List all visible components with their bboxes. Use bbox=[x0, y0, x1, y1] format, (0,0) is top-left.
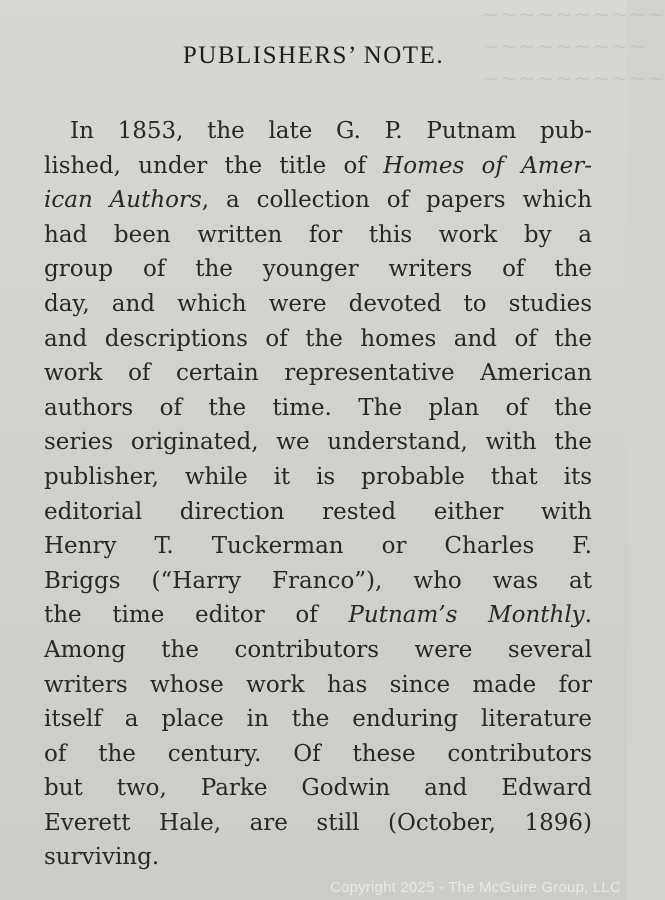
publishers-note-paragraph bbox=[44, 114, 592, 875]
text-line: In 1853, the late G. P. Putnam pub- bbox=[70, 118, 592, 144]
book-title-italic: ican Authors bbox=[44, 187, 202, 214]
text-line: Everett Hale, are still (October, 1896) bbox=[44, 809, 592, 836]
text-line: series originated, we understand, with the bbox=[44, 429, 592, 456]
text-line: itself a place in the enduring literature bbox=[44, 706, 592, 733]
page-title: PUBLISHERS’ NOTE. bbox=[182, 42, 445, 69]
book-title-italic: Homes of Amer- bbox=[383, 152, 592, 179]
text-line: Briggs (“Harry Franco”), who was at bbox=[44, 567, 592, 594]
text-line: the time editor of Putnam’s Monthly. bbox=[44, 602, 592, 629]
text-line: surviving. bbox=[44, 844, 160, 871]
magazine-title-italic: Putnam’s Monthly bbox=[348, 602, 585, 629]
text-line: writers whose work has since made for bbox=[44, 671, 592, 698]
text-line: ican Authors, a collection of papers which bbox=[44, 187, 593, 214]
copyright-watermark: Copyright 2025 - The McGuire Group, LLC bbox=[330, 879, 621, 896]
text-line: and descriptions of the homes and of the bbox=[44, 325, 592, 352]
bleed-through-text: ~~~~~~~~~~ ~~~~~~~~~ ~~~~~~~~~~ bbox=[481, 3, 665, 92]
text-line: had been written for this work by a bbox=[44, 221, 592, 248]
text-line: day, and which were devoted to studies bbox=[44, 290, 592, 317]
text-line: work of certain representative American bbox=[44, 360, 592, 387]
text-line: group of the younger writers of the bbox=[44, 256, 592, 283]
text-line: editorial direction rested either with bbox=[44, 498, 592, 525]
text-line: lished, under the title of Homes of Amer- bbox=[44, 152, 592, 179]
text-line: Among the contributors were several bbox=[44, 636, 592, 663]
text-line: of the century. Of these contributors bbox=[44, 740, 592, 767]
text-line: but two, Parke Godwin and Edward bbox=[44, 775, 592, 802]
text-line: publisher, while it is probable that its bbox=[44, 463, 592, 490]
text-line: Henry T. Tuckerman or Charles F. bbox=[44, 533, 592, 560]
text-line: authors of the time. The plan of the bbox=[44, 394, 592, 421]
